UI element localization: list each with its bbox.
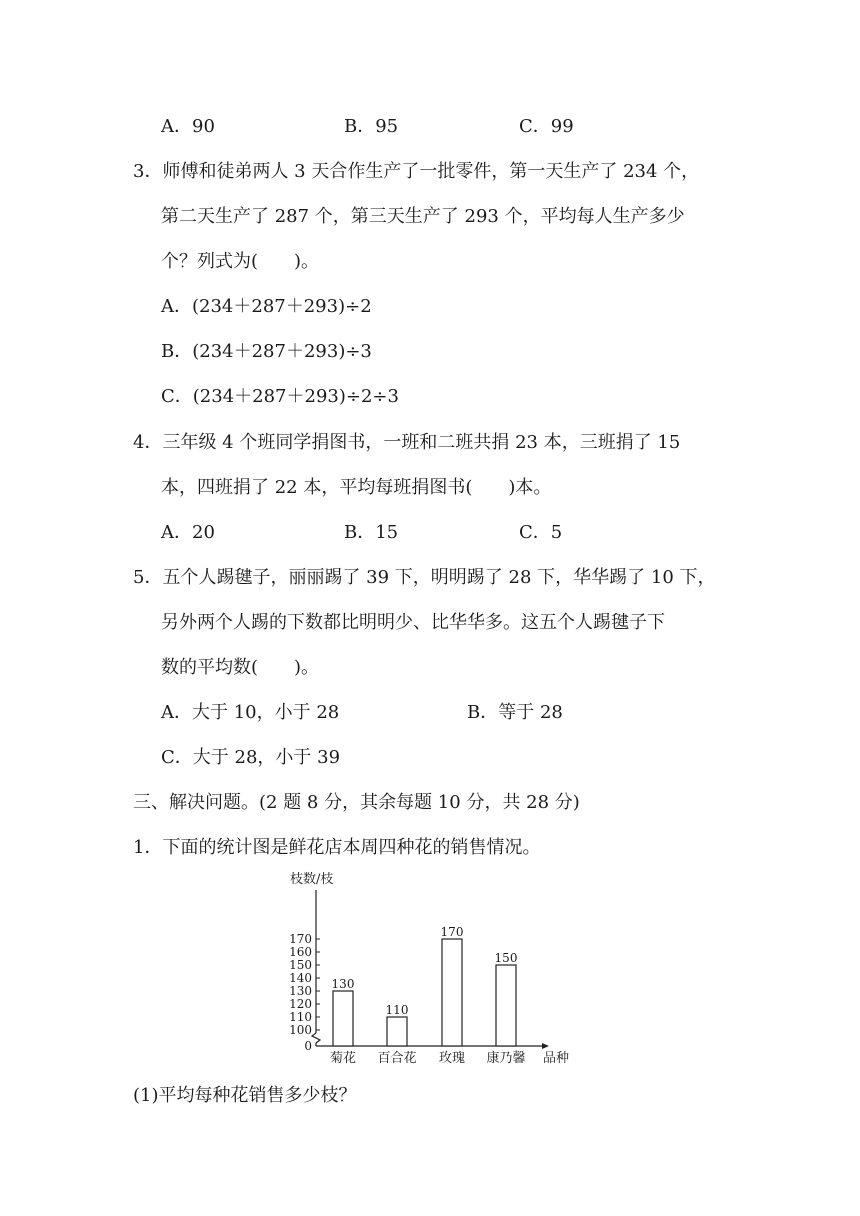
x-axis-label: 品种 bbox=[543, 1051, 570, 1066]
section-3-q1: 1．下面的统计图是鲜花店本周四种花的销售情况。 bbox=[133, 837, 541, 858]
q3-line-1: 3．师傅和徒弟两人 3 天合作生产了一批零件，第一天生产了 234 个， bbox=[133, 161, 700, 182]
y-tick-label: 170 bbox=[289, 932, 312, 946]
x-axis-arrow bbox=[542, 1043, 549, 1049]
bar-value-label: 170 bbox=[440, 925, 464, 939]
x-category-label: 百合花 bbox=[377, 1051, 417, 1066]
y-tick-label: 150 bbox=[289, 958, 312, 972]
q5-line-1: 5．五个人踢毽子，丽丽踢了 39 下，明明踢了 28 下，华华踢了 10 下， bbox=[133, 567, 716, 588]
q3-option-c: C．(234＋287＋293)÷2÷3 bbox=[161, 386, 399, 407]
q3-option-a: A．(234＋287＋293)÷2 bbox=[161, 296, 372, 317]
bar-value-label: 130 bbox=[331, 977, 355, 991]
q2-option-c: C．99 bbox=[519, 116, 574, 137]
q2-option-b: B．95 bbox=[344, 116, 399, 137]
x-category-label: 菊花 bbox=[329, 1051, 357, 1066]
section-3-title: 三、解决问题。(2 题 8 分，其余每题 10 分，共 28 分) bbox=[133, 792, 580, 813]
x-category-label: 康乃馨 bbox=[486, 1051, 526, 1066]
bar-value-label: 150 bbox=[494, 951, 518, 965]
x-category-label: 玫瑰 bbox=[438, 1051, 466, 1066]
q3-option-b: B．(234＋287＋293)÷3 bbox=[161, 341, 372, 362]
q5-line-2: 另外两个人踢的下数都比明明少、比华华多。这五个人踢毽子下 bbox=[161, 612, 665, 633]
q5-line-3: 数的平均数( )。 bbox=[161, 657, 320, 678]
y-tick-label: 0 bbox=[304, 1039, 312, 1053]
y-tick-label: 100 bbox=[289, 1023, 312, 1037]
q4-option-b: B．15 bbox=[344, 522, 399, 543]
q3-line-2: 第二天生产了 287 个，第三天生产了 293 个，平均每人生产多少 bbox=[161, 206, 685, 227]
q4-option-c: C．5 bbox=[519, 522, 563, 543]
q5-option-b: B．等于 28 bbox=[467, 702, 563, 723]
flower-sales-bar-chart bbox=[280, 868, 580, 1070]
q3-line-3: 个？列式为( )。 bbox=[161, 251, 320, 272]
bar bbox=[496, 965, 516, 1046]
q4-option-a: A．20 bbox=[161, 522, 215, 543]
section-3-q1-sub1: (1)平均每种花销售多少枝？ bbox=[133, 1085, 357, 1106]
q2-option-a: A．90 bbox=[161, 116, 215, 137]
q4-line-2: 本，四班捐了 22 本，平均每班捐图书( )本。 bbox=[161, 477, 552, 498]
y-axis-break bbox=[312, 1033, 320, 1043]
bar bbox=[442, 939, 462, 1046]
bar-value-label: 110 bbox=[385, 1003, 409, 1017]
y-axis-label: 枝数/枝 bbox=[290, 872, 334, 887]
y-tick-label: 110 bbox=[289, 1010, 312, 1024]
y-tick-label: 130 bbox=[289, 984, 312, 998]
y-tick-label: 160 bbox=[289, 945, 312, 959]
bar bbox=[387, 1017, 407, 1046]
y-tick-label: 140 bbox=[289, 971, 312, 985]
q5-option-a: A．大于 10，小于 28 bbox=[161, 702, 340, 723]
bar bbox=[333, 991, 353, 1046]
q5-option-c: C．大于 28，小于 39 bbox=[161, 747, 341, 768]
q4-line-1: 4．三年级 4 个班同学捐图书，一班和二班共捐 23 本，三班捐了 15 bbox=[133, 432, 681, 453]
y-tick-label: 120 bbox=[289, 997, 312, 1011]
